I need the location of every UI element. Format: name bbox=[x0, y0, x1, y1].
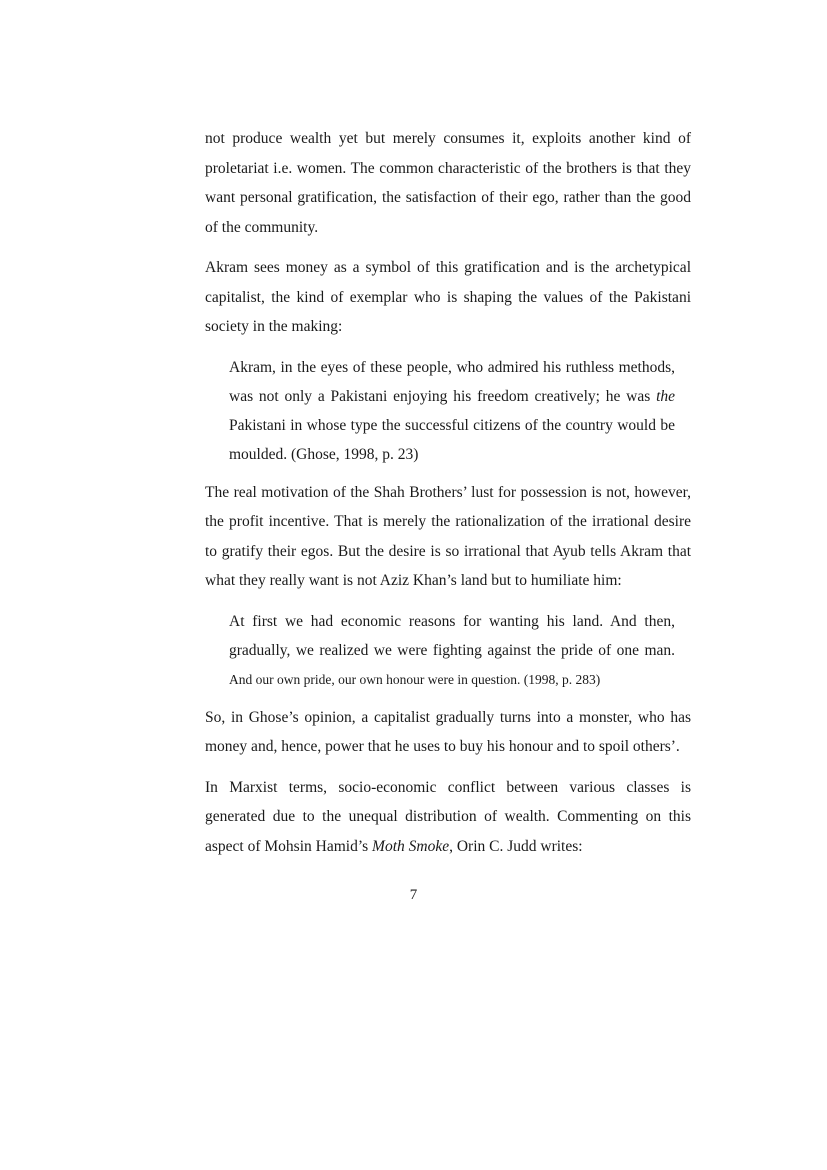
quote-1-text-end: Pakistani in whose type the successful citizens of the country would be moulded. (Ghose, 1998, p. 23) bbox=[229, 416, 675, 463]
paragraph-2: Akram sees money as a symbol of this gratification and is the archetypical capitalist, the kind of exemplar who is shaping the values of the Pakistani society in the making: bbox=[205, 259, 691, 335]
page-number: 7 bbox=[409, 887, 418, 903]
page-body bbox=[205, 124, 691, 872]
paragraph-5 bbox=[205, 773, 691, 862]
book-title: Moth Smoke bbox=[372, 837, 450, 855]
quote-1-text-start: Akram, in the eyes of these people, who admired his ruthless methods, was not only a Pakistani enjoying his freedom creatively; he was bbox=[229, 358, 675, 405]
block-quote-1 bbox=[229, 353, 675, 469]
quote-2-text-end: And our own pride, our own honour were in question. (1998, p. 283) bbox=[229, 671, 601, 687]
quote-2-text-start: At first we had economic reasons for wanting his land. And then, gradually, we realized we were fighting against the pride of one man. bbox=[229, 612, 675, 659]
paragraph-3: The real motivation of the Shah Brothers’ lust for possession is not, however, the profit incentive. That is merely the rationalization of the irrational desire to gratify their egos. But the desire is so irrational that Ayub tells Akram that what they really want is not Aziz Khan’s land but to humiliate him: bbox=[205, 483, 691, 589]
paragraph-1: not produce wealth yet but merely consumes it, exploits another kind of proletariat i.e. women. The common characteristic of the brothers is that they want personal gratification, the satisfaction of their ego, rather than the good of the community. bbox=[205, 130, 691, 236]
block-quote-2 bbox=[229, 607, 675, 694]
paragraph-5-text-end: , Orin C. Judd writes: bbox=[449, 837, 583, 855]
paragraph-4: So, in Ghose’s opinion, a capitalist gradually turns into a monster, who has money and, hence, power that he uses to buy his honour and to spoil others’. bbox=[205, 708, 691, 755]
quote-1-emphasis: the bbox=[656, 387, 675, 405]
paragraph-5-text-start: In Marxist terms, socio-economic conflict between various classes is generated due to the unequal distribution of wealth. Commenting on this aspect of Mohsin Hamid’s bbox=[205, 778, 691, 855]
